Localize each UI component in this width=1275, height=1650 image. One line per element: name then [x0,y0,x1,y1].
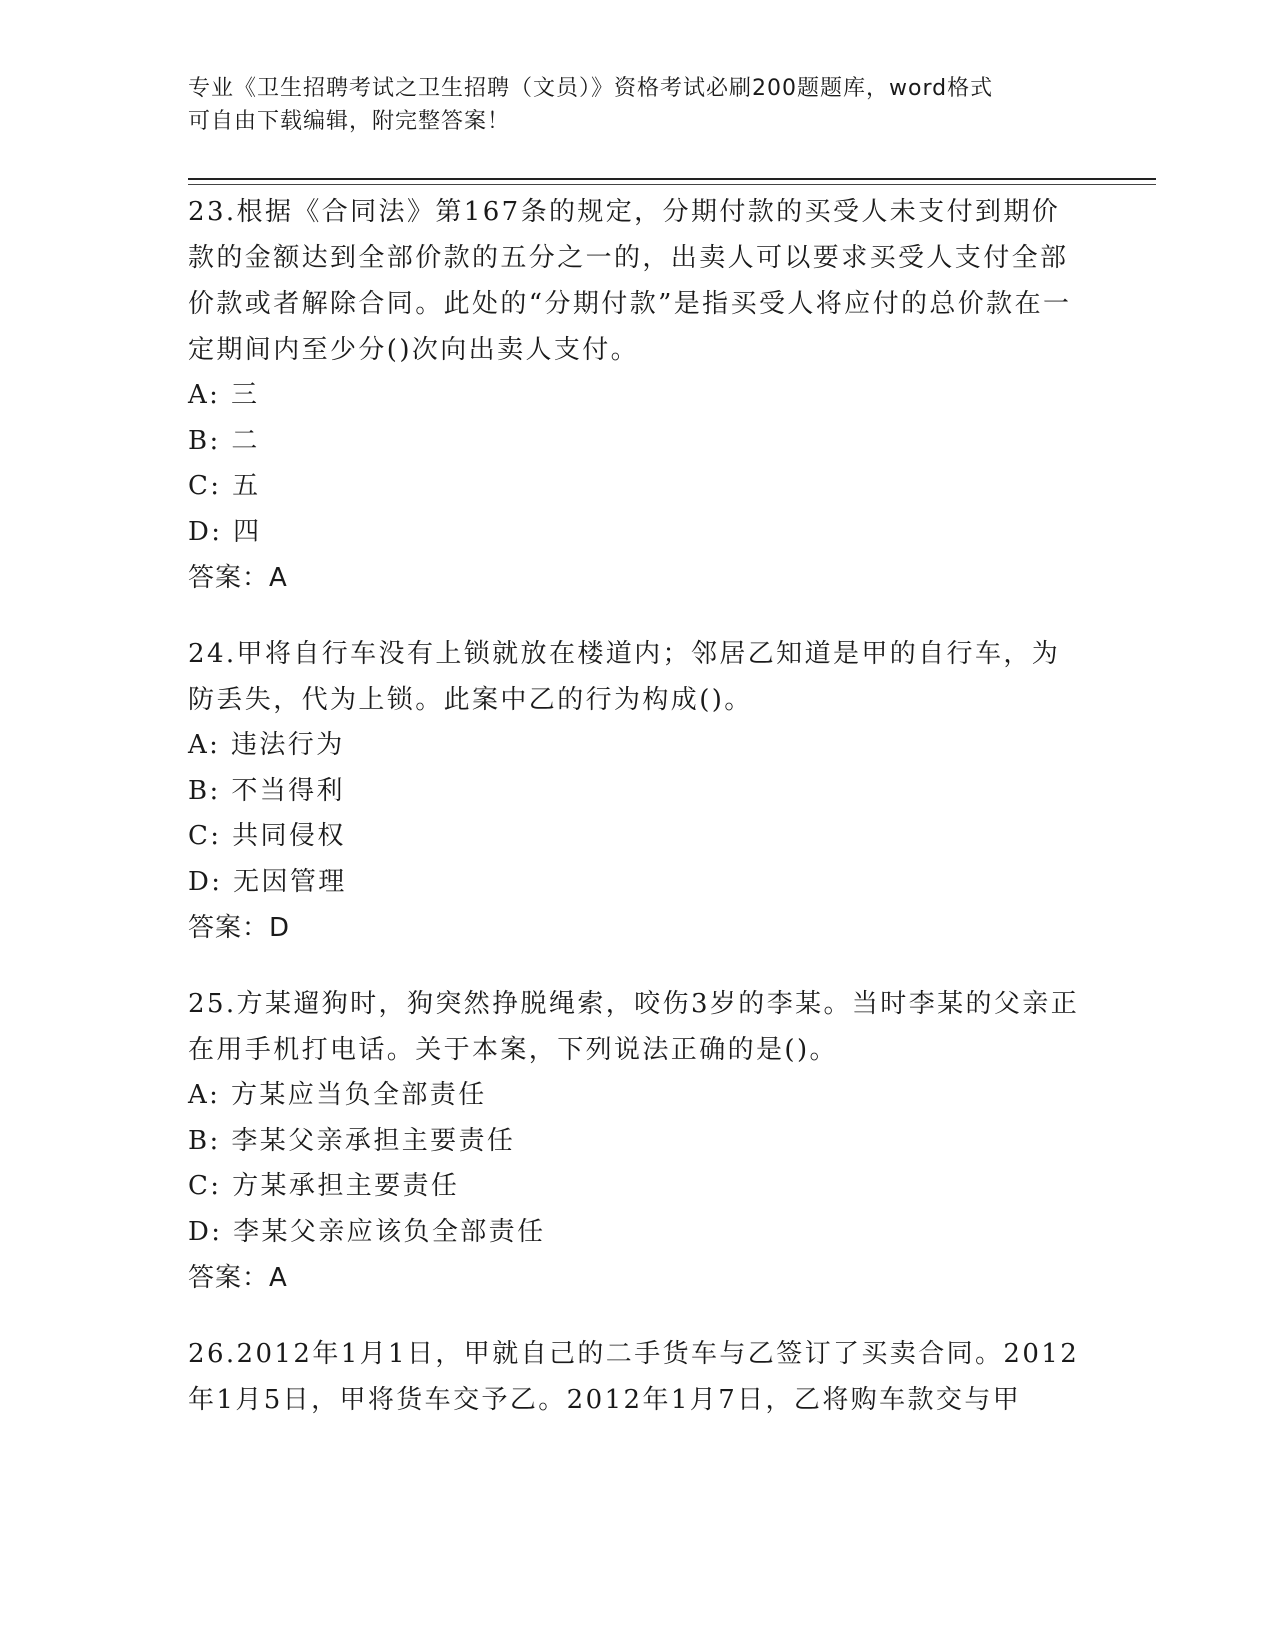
option-c: C: 方某承担主要责任 [188,1171,460,1201]
header-line-2: 可自由下载编辑，附完整答案！ [188,109,511,134]
option-c: C: 五 [188,471,261,501]
option-d: D: 李某父亲应该负全部责任 [188,1216,546,1247]
option-a: A: 违法行为 [188,730,345,760]
answer-line: 答案：D [188,913,291,943]
document-header [188,72,1088,138]
option-b: B: 二 [188,425,260,456]
header-line-1: 专业《卫生招聘考试之卫生招聘（文员）》资格考试必刷200题题库，word格式 [188,76,994,101]
option-a: A: 三 [188,380,260,410]
question-stem: 24.甲将自行车没有上锁就放在楼道内；邻居乙知道是甲的自行车，为防丢失，代为上锁。此案中乙的行为构成()。 [188,639,1061,715]
header-rule-thick [188,178,1156,180]
option-b: B: 李某父亲承担主要责任 [188,1125,516,1156]
header-rule-thin [188,184,1156,185]
option-d: D: 四 [188,516,262,547]
question-24 [188,631,1088,951]
question-stem: 23.根据《合同法》第167条的规定，分期付款的买受人未支付到期价款的金额达到全部价款的五分之一的，出卖人可以要求买受人支付全部价款或者解除合同。此处的“分期付款”是指买受人将应付的总价款在一定期间内至少分()次向出卖人支付。 [188,197,1072,365]
question-stem: 26.2012年1月1日，甲就自己的二手货车与乙签订了买卖合同。2012年1月5日，甲将货车交予乙。2012年1月7日，乙将购车款交与甲 [188,1339,1080,1415]
option-b: B: 不当得利 [188,775,345,806]
question-stem: 25.方某遛狗时，狗突然挣脱绳索，咬伤3岁的李某。当时李某的父亲正在用手机打电话。关于本案，下列说法正确的是()。 [188,989,1080,1065]
question-26 [188,1331,1088,1423]
question-list [188,189,1088,1453]
option-c: C: 共同侵权 [188,821,346,851]
answer-line: 答案：A [188,1263,288,1293]
answer-line: 答案：A [188,563,288,593]
option-d: D: 无因管理 [188,866,347,897]
option-a: A: 方某应当负全部责任 [188,1080,487,1110]
question-23 [188,189,1088,601]
question-25 [188,981,1088,1301]
